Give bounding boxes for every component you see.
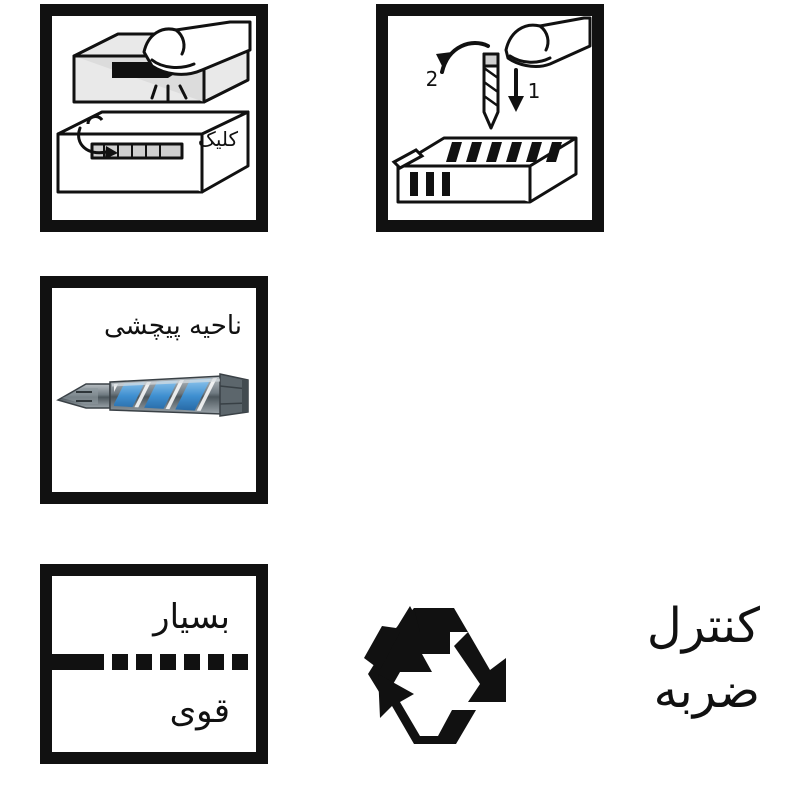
panel-strength [40,564,268,764]
recycle-arrows-icon [356,598,526,748]
step-1-number: 1 [527,79,541,103]
panel-torsion [40,276,268,504]
impact-control-group [340,584,760,764]
panel-torsion-label: ناحیه پیچشی [103,311,242,341]
step-2-number: 2 [425,67,439,91]
panel-insert-illustration [388,16,592,220]
panel-click-illustration [52,16,256,220]
panel-click [40,4,268,232]
strength-bar [52,654,248,670]
panel-insert [376,4,604,232]
panel-strength-label-bottom: قوی [169,691,230,731]
impact-control-label-line2: ضربه [653,662,760,719]
impact-control-label [550,594,760,724]
panel-strength-label-top: بسیار [153,597,230,637]
impact-control-label-line1: کنترل [646,598,760,654]
panel-click-label: کلیک [197,127,238,151]
